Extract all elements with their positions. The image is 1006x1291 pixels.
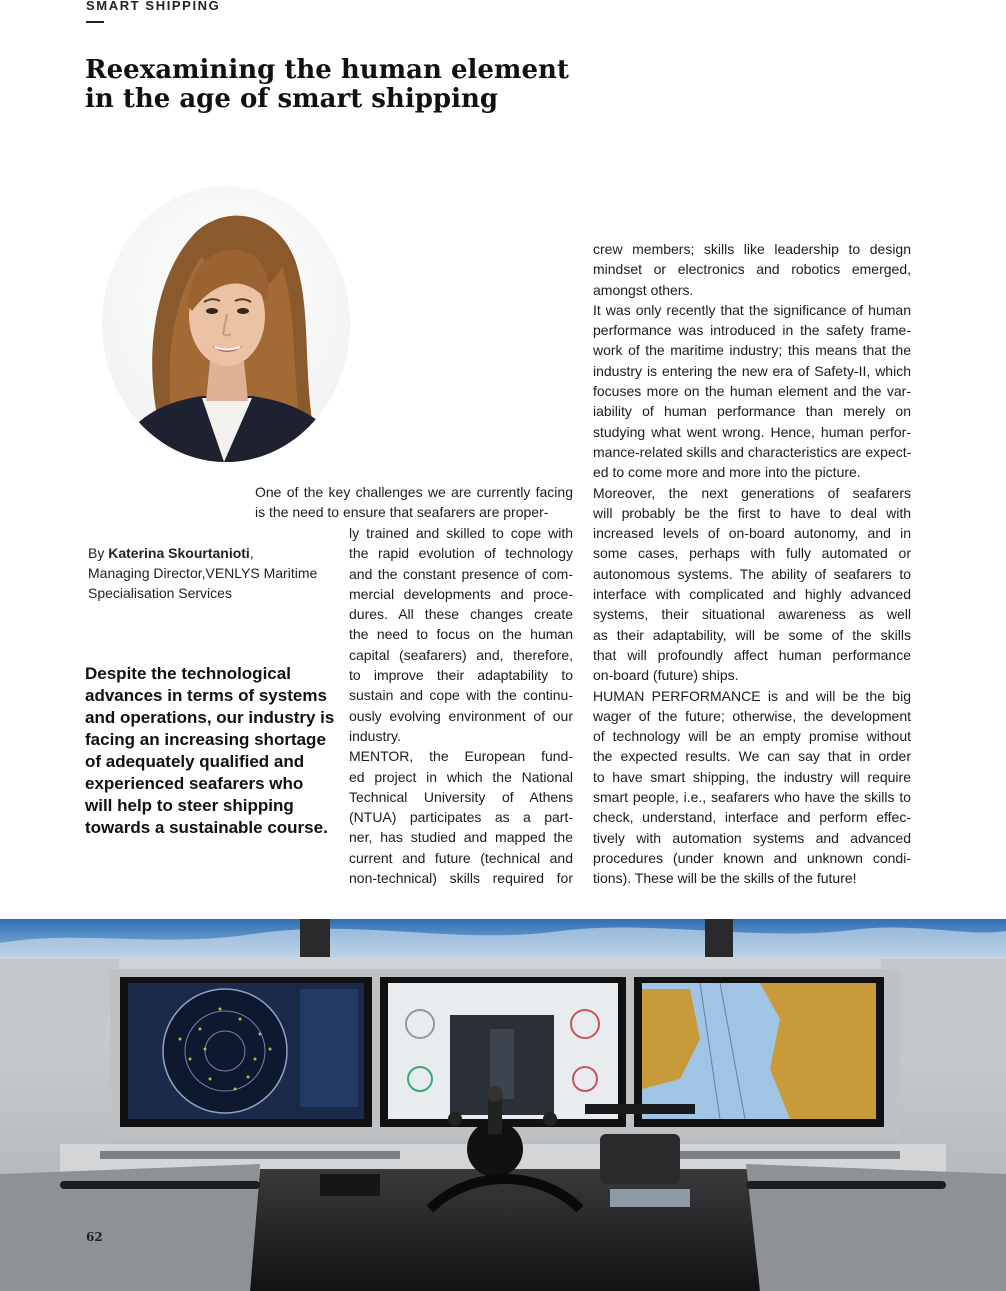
pull-quote-line: will help to steer shipping [85,796,294,815]
body-text-line: sustain and cope with the continu- [349,687,573,704]
body-text-line: dures. All these changes create [349,606,573,623]
body-intro [255,482,573,523]
body-text-line: to improve their adaptability to [349,667,573,684]
body-text-line: iability of human performance than merely on [593,403,911,420]
body-text-line: procedures (under known and unknown condi- [593,849,911,866]
pull-quote-line: experienced seafarers who [85,774,304,793]
body-text-line: to have smart shipping, the industry will require [593,768,911,785]
body-text-line: ly trained and skilled to cope with [349,525,573,541]
body-text-line: focuses more on the human element and the var- [593,383,911,400]
body-text-line: the rapid evolution of technology [349,545,573,562]
body-text-line: systems, their situational awareness as well [593,606,911,623]
body-text-line: ner, has studied and mapped the [349,829,573,846]
body-text-line: ously evolving environment of our [349,707,573,724]
body-text-line: mercial developments and proce- [349,585,573,602]
author-role-line: Specialisation Services [88,585,232,601]
body-text-line: HUMAN PERFORMANCE is and will be the big [593,687,911,704]
body-text-line: ed project in which the National [349,768,573,785]
body-text-line: smart people, i.e., seafarers who have the skills to [593,789,911,806]
body-text-line: current and future (technical and [349,849,573,866]
title-line: Reexamining the human element [85,55,569,85]
body-text-line: on-board (future) ships. [593,667,739,684]
body-text-line: (NTUA) participates as a part- [349,809,573,826]
title-line: in the age of smart shipping [85,84,499,114]
pull-quote [85,663,337,839]
body-text-line: the expected results. We can say that in order [593,748,911,765]
body-text-line: One of the key challenges we are currently facing [255,484,573,500]
body-text-line: ed to come more and more into the picture. [593,464,861,481]
section-dash [86,21,104,23]
body-text-line: work of the maritime industry; this means that the [593,342,911,359]
body-text-line: industry is entering the new era of Safety-II, which [593,362,911,379]
article-title [85,56,605,114]
pull-quote-line: facing an increasing shortage [85,730,326,749]
body-text-line: capital (seafarers) and, therefore, [349,646,573,663]
body-text-line: tions). These will be the skills of the future! [593,870,857,887]
byline-suffix: , [249,545,254,561]
body-text-line: Technical University of Athens [349,788,573,805]
section-label: SMART SHIPPING [86,0,221,13]
body-text-line: MENTOR, the European fund- [349,748,573,765]
body-text-line: and the constant presence of com- [349,565,573,582]
body-text-line: amongst others. [593,281,694,298]
body-column-right [593,239,911,889]
byline [88,543,338,603]
byline-name-line [88,543,338,563]
body-text-line: studying what went wrong. Hence, human perfor- [593,423,911,440]
body-text-line: industry. [349,727,401,744]
author-name: Katerina Skourtanioti [108,545,250,561]
body-text-line: of technology will be an empty promise without [593,728,911,745]
body-text-line: performance was introduced in the safety frame- [593,322,911,339]
body-text-line: the need to focus on the human [349,626,573,643]
body-text-line: tively with automation systems and advanced [593,829,911,846]
body-column-middle [349,523,573,888]
bridge-illustration [0,919,1006,1291]
portrait-illustration [102,186,350,462]
author-role-line: Managing Director,VENLYS Maritime [88,565,318,581]
body-text-line: mindset or electronics and robotics emerged, [593,261,911,278]
body-text-line: is the need to ensure that seafarers are proper- [255,504,549,521]
byline-prefix: By [88,545,109,561]
pull-quote-line: advances in terms of systems [85,686,327,705]
body-text-line: increased levels of on-board autonomy, and in [593,525,911,542]
body-text-line: Moreover, the next generations of seafarers [593,484,911,501]
ship-bridge-photo [0,919,1006,1291]
pull-quote-line: of adequately qualified and [85,752,305,771]
body-text-line: non-technical) skills required for [349,870,573,887]
body-text-line: will probably be the first to have to deal with [593,504,911,521]
pull-quote-line: towards a sustainable course. [85,818,328,837]
body-text-line: It was only recently that the significance of human [593,301,911,318]
body-text-line: autonomous systems. The ability of seafarers to [593,565,911,582]
pull-quote-line: Despite the technological [85,664,291,683]
body-text-line: wager of the future; otherwise, the development [593,707,911,724]
body-text-line: that will profoundly affect human performance [593,646,911,663]
body-text-line: interface with complicated and highly advanced [593,586,911,603]
page-number: 62 [86,1230,103,1244]
body-text-line: mance-related skills and characteristics are expect- [593,443,912,460]
pull-quote-line: and operations, our industry is [85,708,335,727]
body-text-line: crew members; skills like leadership to design [593,241,911,257]
body-text-line: as their adaptability, will be some of the skills [593,626,911,643]
body-text-line: check, understand, interface and perform effec- [593,809,911,826]
author-portrait [102,186,350,462]
body-text-line: some cases, perhaps with fully automated or [593,545,911,562]
